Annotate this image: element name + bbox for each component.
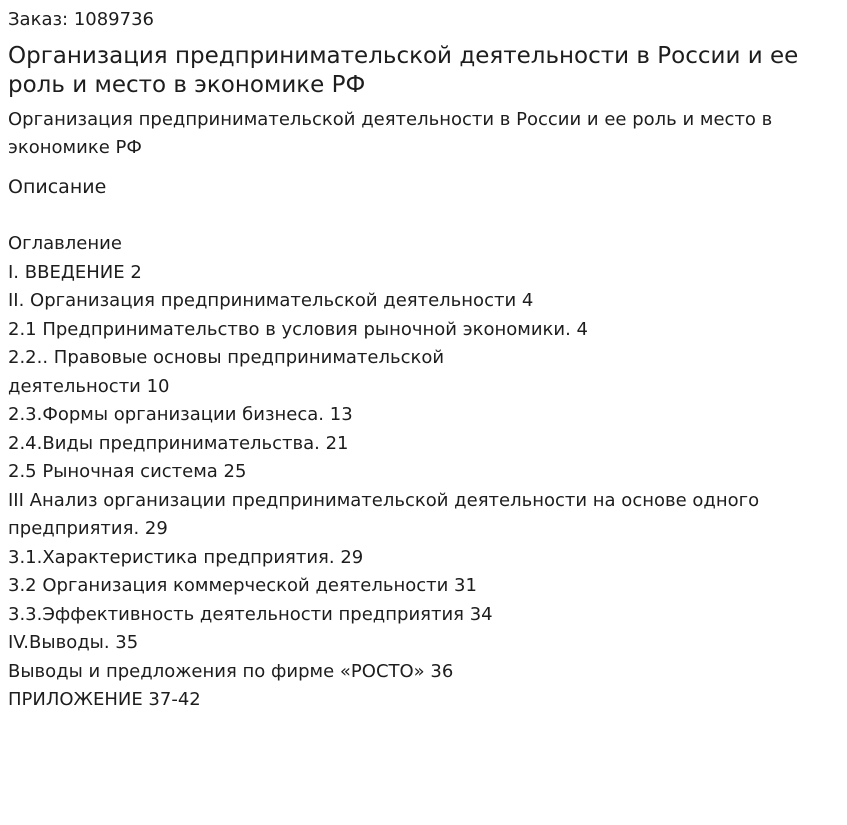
toc-item: 2.4.Виды предпринимательства. 21 xyxy=(8,432,349,454)
order-number: Заказ: 1089736 xyxy=(8,9,154,30)
toc-item: ПРИЛОЖЕНИЕ 37-42 xyxy=(8,689,201,710)
toc-item: 3.1.Характеристика предприятия. 29 xyxy=(8,546,364,568)
toc-item: 2.1 Предпринимательство в условия рыночной экономики. 4 xyxy=(8,318,588,340)
toc-item: IV.Выводы. 35 xyxy=(8,632,139,653)
document-title: Организация предпринимательской деятельности в России и ее роль и место в экономике РФ xyxy=(8,43,799,98)
document-subtitle: Организация предпринимательской деятельности в России и ее роль и место в экономике РФ xyxy=(8,109,773,158)
toc-item: II. Организация предпринимательской деятельности 4 xyxy=(8,290,534,311)
toc-item: деятельности 10 xyxy=(8,375,170,397)
toc-heading: Оглавление xyxy=(8,233,122,254)
table-of-contents xyxy=(8,230,839,715)
toc-item: 2.3.Формы организации бизнеса. 13 xyxy=(8,404,353,425)
description-heading: Описание xyxy=(8,176,107,198)
toc-item: 2.2.. Правовые основы предпринимательской xyxy=(8,347,445,368)
toc-item: 3.2 Организация коммерческой деятельности 31 xyxy=(8,575,477,596)
toc-item: III Анализ организации предпринимательской деятельности на основе одного предприятия. 29 xyxy=(8,489,760,539)
toc-item: I. ВВЕДЕНИЕ 2 xyxy=(8,261,142,283)
toc-item: 3.3.Эффективность деятельности предприятия 34 xyxy=(8,603,493,625)
toc-item: 2.5 Рыночная система 25 xyxy=(8,461,247,482)
toc-item: Выводы и предложения по фирме «РОСТО» 36 xyxy=(8,660,454,682)
